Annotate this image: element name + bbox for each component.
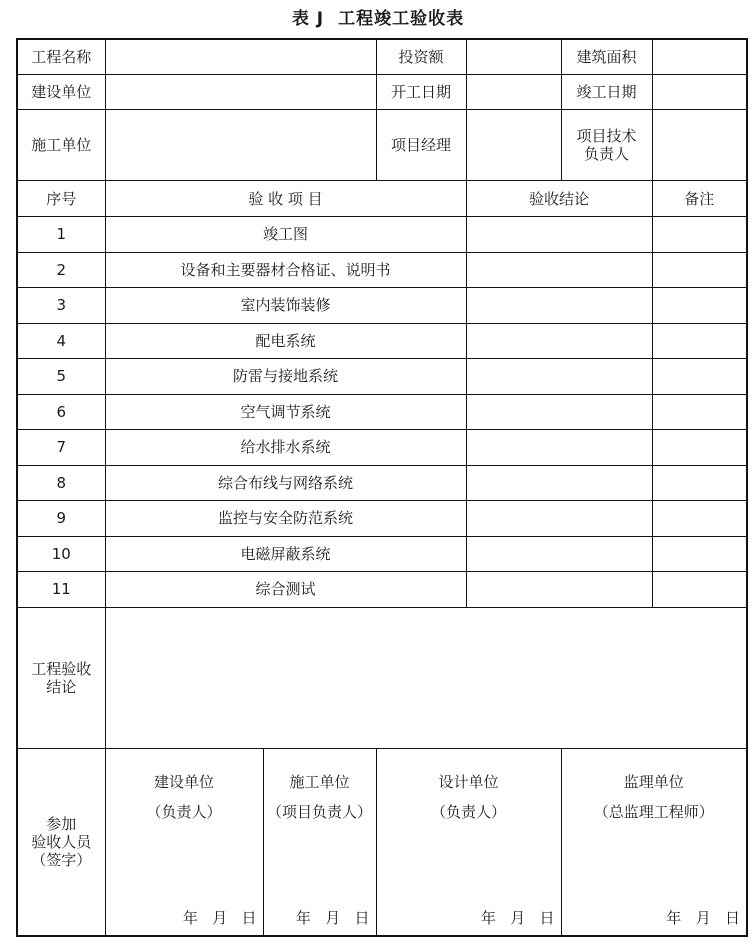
item-remark-field[interactable] (652, 572, 747, 608)
item-remark-field[interactable] (652, 501, 747, 537)
table-row (17, 430, 747, 466)
item-name: 空气调节系统 (105, 394, 466, 430)
item-no: 5 (17, 359, 105, 395)
item-remark-field[interactable] (652, 217, 747, 253)
item-no: 7 (17, 430, 105, 466)
signature-role: 设计单位 （负责人） (431, 772, 507, 821)
project-manager-field[interactable] (466, 110, 561, 181)
signature-role: 建设单位 （负责人） (146, 772, 222, 821)
contractor-field[interactable] (105, 110, 376, 181)
header-item: 验 收 项 目 (105, 181, 466, 217)
investment-label: 投资额 (376, 39, 466, 75)
table-row (17, 465, 747, 501)
table-row (17, 323, 747, 359)
signature-owner[interactable] (105, 748, 263, 936)
conclusion-field[interactable] (105, 607, 747, 748)
owner-unit-label: 建设单位 (17, 75, 105, 110)
header-remark: 备注 (652, 181, 747, 217)
item-name: 监控与安全防范系统 (105, 501, 466, 537)
page-title (0, 4, 756, 29)
item-no: 4 (17, 323, 105, 359)
table-name: 工程竣工验收表 (338, 9, 465, 29)
items-header-row (17, 181, 747, 217)
item-no: 8 (17, 465, 105, 501)
completion-date-label: 竣工日期 (561, 75, 652, 110)
item-result-field[interactable] (466, 323, 652, 359)
item-result-field[interactable] (466, 252, 652, 288)
investment-field[interactable] (466, 39, 561, 75)
item-result-field[interactable] (466, 217, 652, 253)
table-row (17, 252, 747, 288)
signature-date: 年 月 日 (480, 908, 555, 927)
item-result-field[interactable] (466, 536, 652, 572)
signature-date: 年 月 日 (182, 908, 257, 927)
project-name-field[interactable] (105, 39, 376, 75)
owner-unit-field[interactable] (105, 75, 376, 110)
item-result-field[interactable] (466, 288, 652, 324)
completion-acceptance-table (16, 38, 748, 937)
item-remark-field[interactable] (652, 430, 747, 466)
item-no: 1 (17, 217, 105, 253)
floor-area-label: 建筑面积 (561, 39, 652, 75)
project-name-label: 工程名称 (17, 39, 105, 75)
item-remark-field[interactable] (652, 536, 747, 572)
item-name: 综合测试 (105, 572, 466, 608)
table-row (17, 288, 747, 324)
item-name: 电磁屏蔽系统 (105, 536, 466, 572)
tech-lead-label: 项目技术 负责人 (561, 110, 652, 181)
table-row (17, 501, 747, 537)
conclusion-label: 工程验收 结论 (17, 607, 105, 748)
signature-date: 年 月 日 (295, 908, 370, 927)
item-name: 防雷与接地系统 (105, 359, 466, 395)
item-remark-field[interactable] (652, 359, 747, 395)
item-result-field[interactable] (466, 394, 652, 430)
item-name: 室内装饰装修 (105, 288, 466, 324)
header-result: 验收结论 (466, 181, 652, 217)
item-result-field[interactable] (466, 572, 652, 608)
signature-contractor[interactable] (263, 748, 376, 936)
signature-date: 年 月 日 (666, 908, 741, 927)
item-name: 设备和主要器材合格证、说明书 (105, 252, 466, 288)
header-no: 序号 (17, 181, 105, 217)
signature-role: 监理单位 （总监理工程师） (593, 772, 714, 821)
floor-area-field[interactable] (652, 39, 747, 75)
item-name: 综合布线与网络系统 (105, 465, 466, 501)
table-row (17, 217, 747, 253)
item-no: 6 (17, 394, 105, 430)
item-name: 配电系统 (105, 323, 466, 359)
signature-label: 参加 验收人员 （签字） (17, 748, 105, 936)
table-number: 表 J (291, 9, 325, 29)
conclusion-row (17, 607, 747, 748)
project-info-row-3 (17, 110, 747, 181)
tech-lead-field[interactable] (652, 110, 747, 181)
item-remark-field[interactable] (652, 252, 747, 288)
project-info-row-1 (17, 39, 747, 75)
table-row (17, 359, 747, 395)
item-name: 竣工图 (105, 217, 466, 253)
contractor-label: 施工单位 (17, 110, 105, 181)
item-remark-field[interactable] (652, 394, 747, 430)
table-row (17, 536, 747, 572)
start-date-label: 开工日期 (376, 75, 466, 110)
signature-role: 施工单位 （项目负责人） (267, 772, 373, 821)
item-name: 给水排水系统 (105, 430, 466, 466)
completion-date-field[interactable] (652, 75, 747, 110)
item-no: 9 (17, 501, 105, 537)
item-no: 11 (17, 572, 105, 608)
start-date-field[interactable] (466, 75, 561, 110)
item-remark-field[interactable] (652, 288, 747, 324)
item-remark-field[interactable] (652, 465, 747, 501)
item-result-field[interactable] (466, 465, 652, 501)
signature-designer[interactable] (376, 748, 561, 936)
project-info-row-2 (17, 75, 747, 110)
item-no: 2 (17, 252, 105, 288)
item-no: 3 (17, 288, 105, 324)
table-row (17, 572, 747, 608)
signature-row (17, 748, 747, 936)
item-result-field[interactable] (466, 359, 652, 395)
item-result-field[interactable] (466, 501, 652, 537)
signature-supervisor[interactable] (561, 748, 747, 936)
project-manager-label: 项目经理 (376, 110, 466, 181)
item-result-field[interactable] (466, 430, 652, 466)
item-remark-field[interactable] (652, 323, 747, 359)
table-row (17, 394, 747, 430)
item-no: 10 (17, 536, 105, 572)
